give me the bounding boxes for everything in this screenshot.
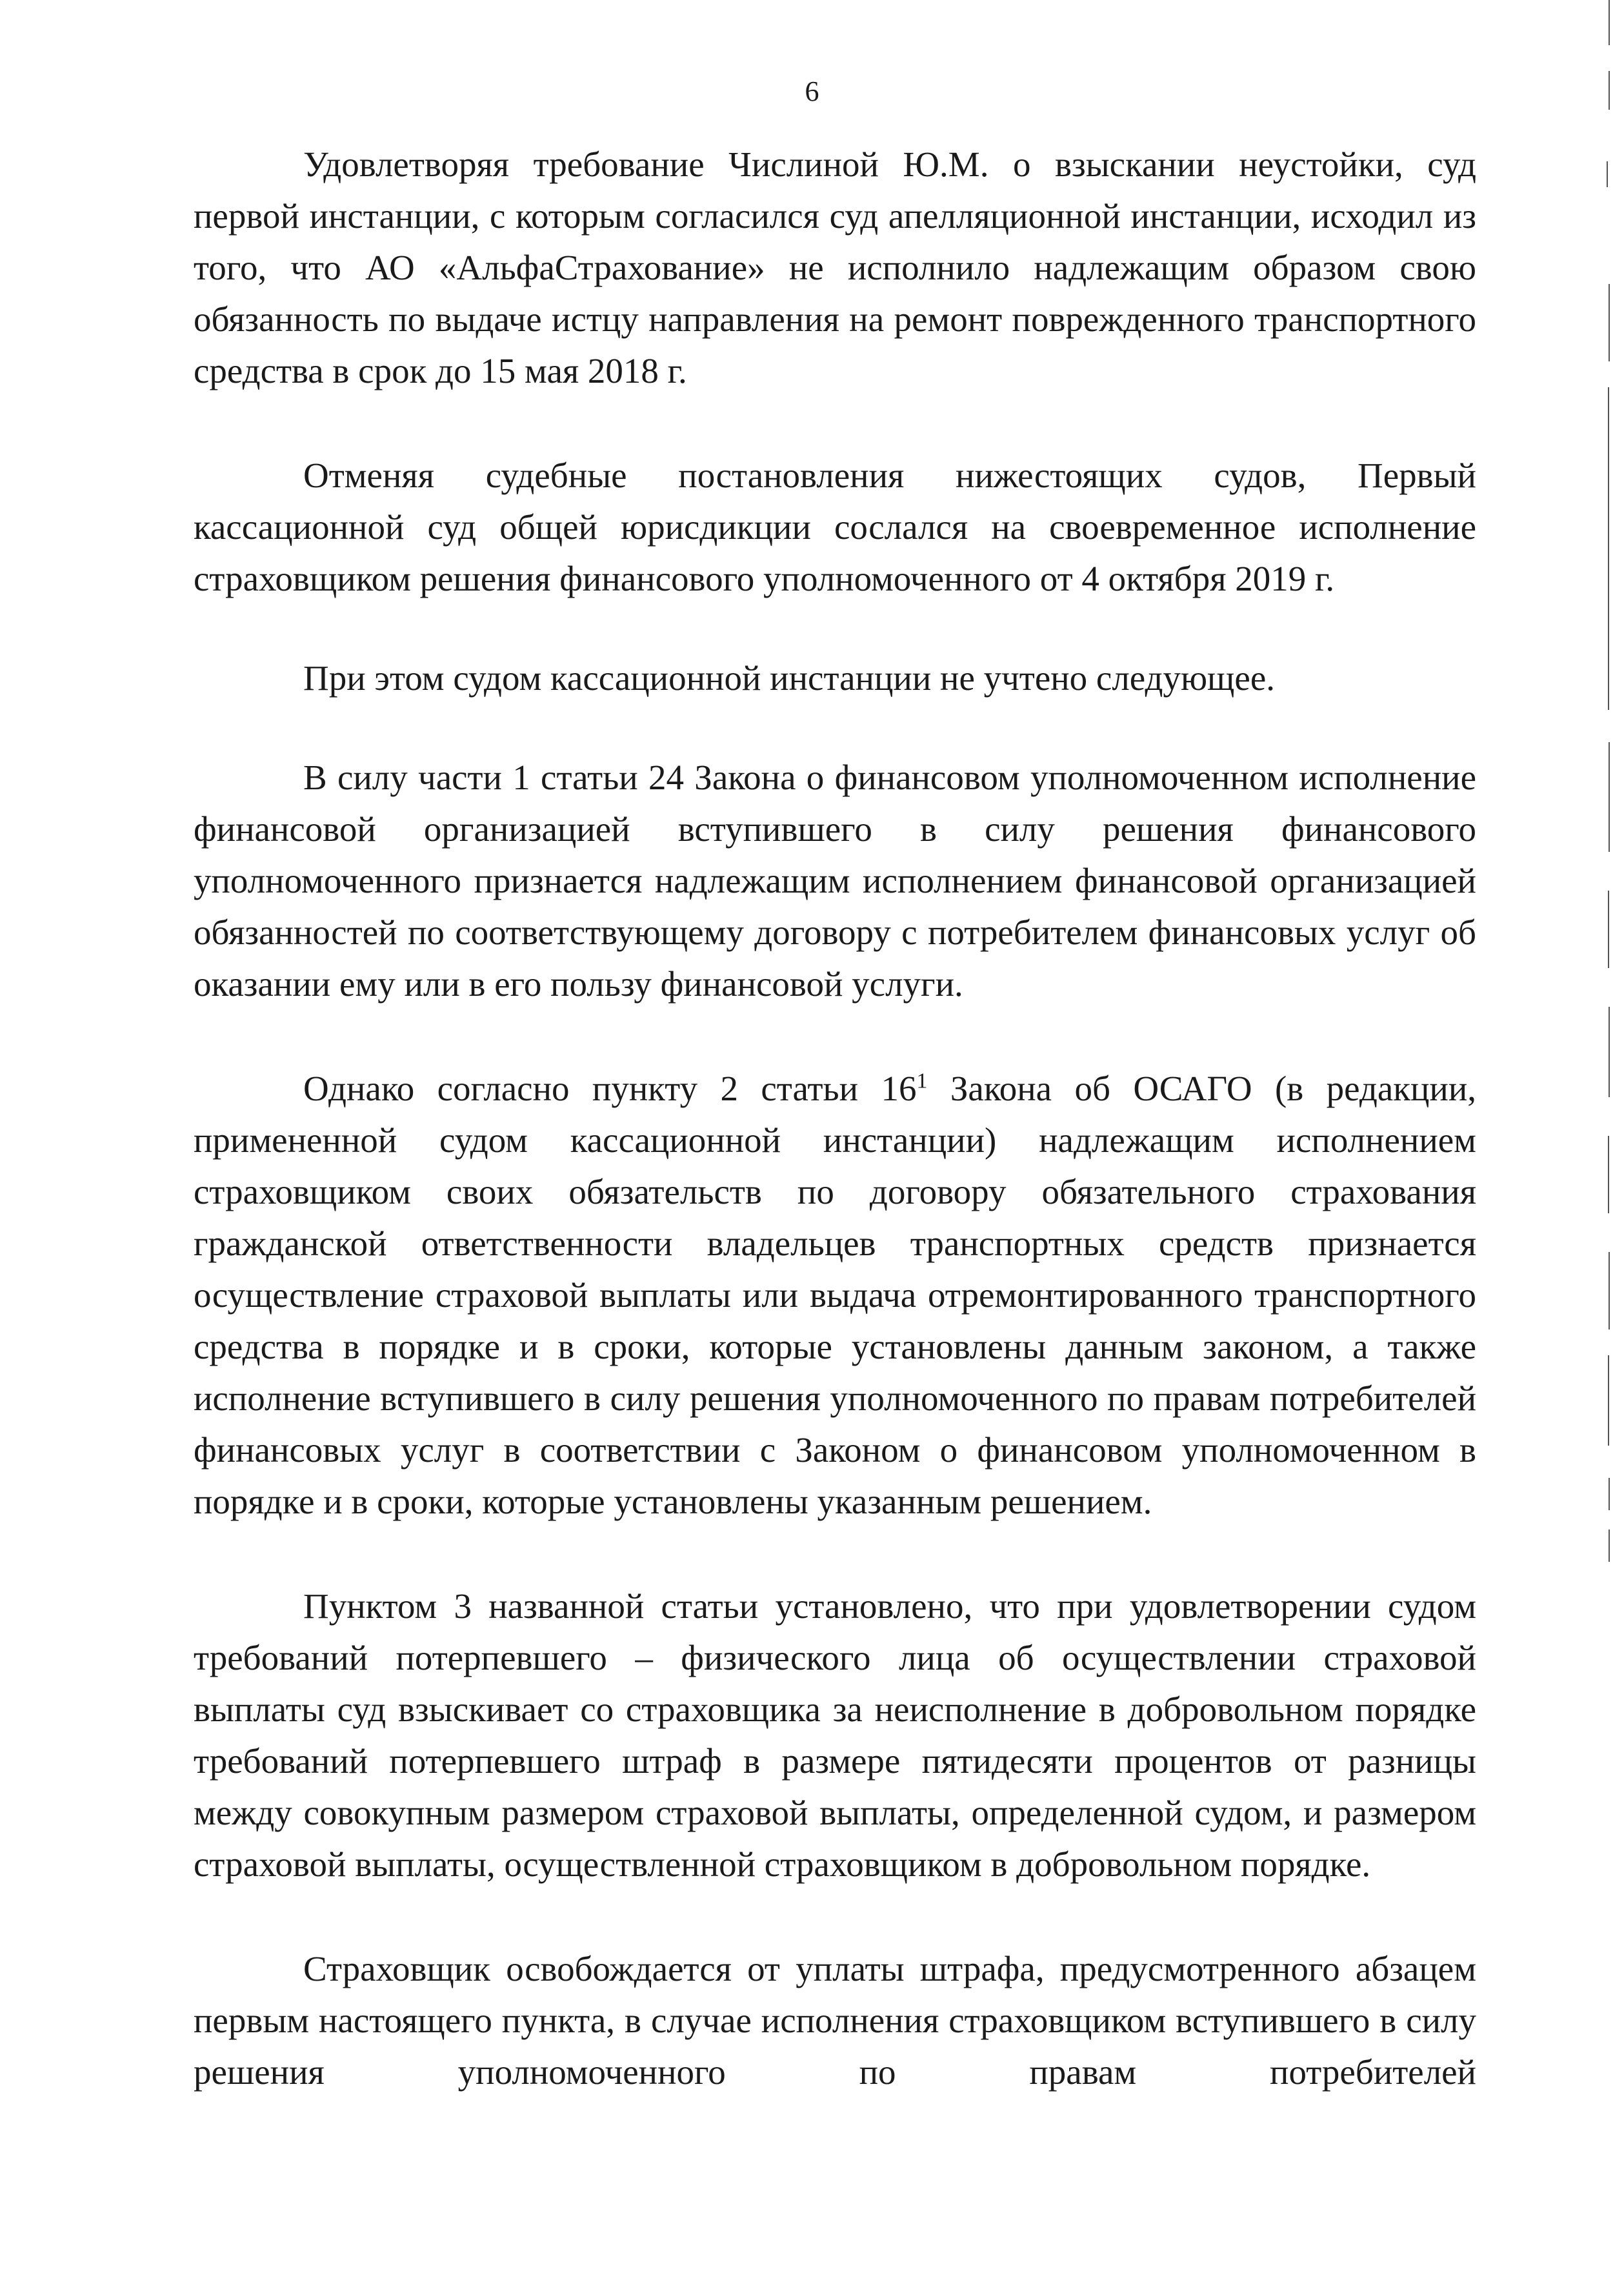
- superscript: 1: [916, 1069, 928, 1093]
- paragraph: Пунктом 3 названной статьи установлено, что при удовлетворении судом требований потерпевшего – физического лица об осуществлении страховой выплаты суд взыскивает со страховщика за неисполнение в добровольном порядке требований потерпевшего штраф в размере пятидесяти процентов от разницы между совокупным размером страховой выплаты, определенной судом, и размером страховой выплаты, осуществленной страховщиком в добровольном порядке.: [194, 1586, 1476, 1884]
- scan-edge-marks: [1601, 0, 1618, 1581]
- paragraph-text: Однако согласно пункту 2 статьи 16: [303, 1069, 917, 1108]
- scan-edge-marks-graphic: [1601, 0, 1618, 1581]
- paragraph: Удовлетворяя требование Числиной Ю.М. о взыскании неустойки, суд первой инстанции, с которым согласился суд апелляционной инстанции, исходил из того, что АО «АльфаСтрахование» не исполнило надлежащим образом свою обязанность по выдаче истцу направления на ремонт поврежденного транспортного средства в срок до 15 мая 2018 г.: [194, 145, 1476, 390]
- paragraph: В силу части 1 статьи 24 Закона о финансовом уполномоченном исполнение финансовой организацией вступившего в силу решения финансового уполномоченного признается надлежащим исполнением финансовой организацией обязанностей по соответствующему договору с потребителем финансовых услуг об оказании ему или в его пользу финансовой услуги.: [194, 758, 1476, 1004]
- paragraph-text: Закона об ОСАГО (в редакции, примененной судом кассационной инстанции) надлежащим исполнением страховщиком своих обязательств по договору обязательного страхования гражданской ответственности владельцев транспортных средств признается осуществление страховой выплаты или выдача отремонтированного транспортного средства в порядке и в сроки, которые установлены данным законом, а также исполнение вступившего в силу решения уполномоченного по правам потребителей финансовых услуг в соответствии с Законом о финансовом уполномоченном в порядке и в сроки, которые установлены указанным решением.: [194, 1069, 1476, 1521]
- paragraph: [194, 1063, 1476, 1528]
- document-body: [194, 139, 1476, 2098]
- paragraph: Отменяя судебные постановления нижестоящих судов, Первый кассационной суд общей юрисдикции сослался на своевременное исполнение страховщиком решения финансового уполномоченного от 4 октября 2019 г.: [194, 456, 1476, 598]
- paragraph: При этом судом кассационной инстанции не учтено следующее.: [303, 658, 1275, 698]
- paragraph: Страховщик освобождается от уплаты штрафа, предусмотренного абзацем первым настоящего пункта, в случае исполнения страховщиком вступившего в силу решения уполномоченного по правам потребителей: [194, 1949, 1476, 2092]
- page-number: 6: [805, 76, 819, 107]
